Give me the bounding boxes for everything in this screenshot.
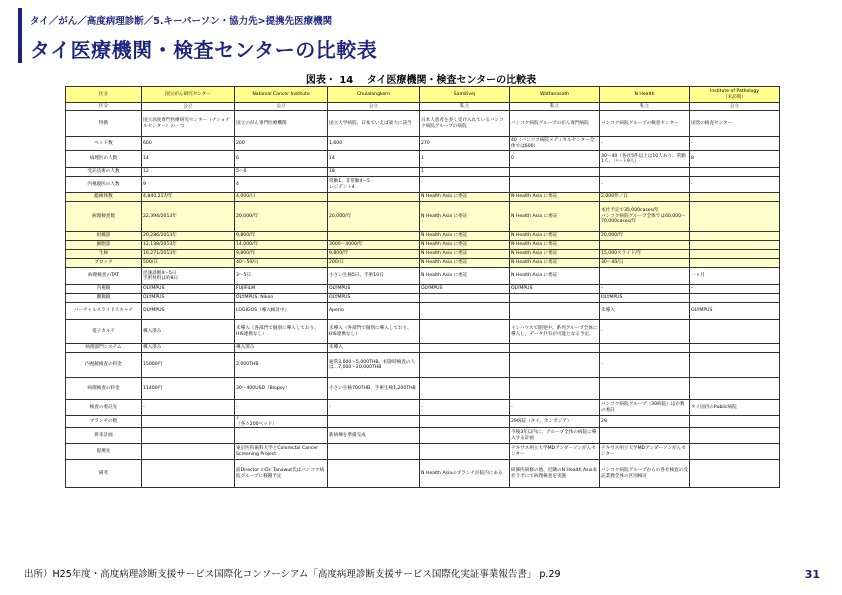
table-cell: 本社予定で35,000cases/年 バンコク病院グループ全体では60,000～70,000cases/年	[600, 202, 690, 232]
row-label-cell: 内視鏡	[66, 285, 142, 294]
table-cell	[420, 444, 510, 460]
table-cell: Aperio	[328, 303, 420, 320]
table-cell	[142, 428, 235, 444]
table-cell	[510, 378, 600, 400]
table-cell	[690, 202, 780, 232]
table-row	[66, 103, 780, 111]
table-row	[66, 344, 780, 353]
table-cell	[420, 303, 510, 320]
table-cell	[690, 259, 780, 268]
table-cell: 500/日	[142, 259, 235, 268]
table-cell: N Health Asia に委託	[510, 241, 600, 250]
row-label-cell: 特徴	[66, 111, 142, 137]
table-row	[66, 400, 780, 416]
table-cell: 7 （各々200ベッド）	[235, 416, 328, 428]
table-cell	[600, 378, 690, 400]
table-cell	[420, 428, 510, 444]
table-cell: -	[510, 400, 600, 416]
table-cell: 0	[510, 151, 600, 168]
table-cell: N Health Asia に委託	[420, 232, 510, 241]
table-cell	[690, 460, 780, 488]
table-cell: 一ヶ月	[690, 268, 780, 285]
table-cell: 前Director のDr. Tanawut氏はバンコク病院グループに移籍予定	[235, 460, 328, 488]
table-cell: -	[600, 137, 690, 151]
table-cell	[690, 168, 780, 177]
table-cell: 私立	[600, 103, 690, 111]
table-cell: 公立	[690, 103, 780, 111]
table-cell: OLYMPUS	[600, 294, 690, 303]
table-cell: -	[600, 177, 690, 193]
table-row	[66, 294, 780, 303]
table-cell: OLYMPUS	[510, 285, 600, 294]
table-cell: 12,138/2013年	[142, 241, 235, 250]
table-cell: 30～40（各社5件以上は10人あり、常勤1人、パート9人）	[600, 151, 690, 168]
table-cell: -	[142, 400, 235, 416]
table-cell: 40（バンコク病院メディカルセンター全体では600）	[510, 137, 600, 151]
table-cell: N Health Asia に委託	[510, 259, 600, 268]
table-header-cell: National Cancer Institute	[235, 87, 328, 103]
table-cell: 1	[420, 168, 510, 177]
table-cell: -	[600, 353, 690, 378]
table-cell	[420, 353, 510, 378]
table-header-cell: Institute of Pathology （未訪問）	[690, 87, 780, 103]
table-cell: OLYMPUS	[690, 303, 780, 320]
table-cell: 18	[328, 168, 420, 177]
table-cell: 20,000/年	[235, 202, 328, 232]
page-title: タイ医療機関・検査センターの比較表	[30, 38, 378, 62]
row-label-cell: 細胞診	[66, 241, 142, 250]
table-header-cell: N Health	[600, 87, 690, 103]
table-cell	[328, 232, 420, 241]
table-row	[66, 428, 780, 444]
table-cell	[420, 320, 510, 344]
table-cell: 通常3,000～5,000THB、初診時検査の人は…7,000～20,000THB	[328, 353, 420, 378]
row-label-cell: ブロック	[66, 259, 142, 268]
table-cell: 4,000/日	[235, 193, 328, 202]
table-cell: N Health Asia に委託	[510, 250, 600, 259]
table-cell: 国立大学病院、日本でいえば東大に該当	[328, 111, 420, 137]
table-row	[66, 259, 780, 268]
table-cell: 20,000/年	[328, 202, 420, 232]
table-cell: 導入済み	[235, 344, 328, 353]
table-cell: -	[690, 285, 780, 294]
table-cell	[510, 294, 600, 303]
table-cell: -	[420, 400, 510, 416]
table-cell	[510, 177, 600, 193]
table-cell	[690, 193, 780, 202]
table-row	[66, 168, 780, 177]
table-cell	[690, 320, 780, 344]
table-cell: テキサス州立大学MDアンダーソンがんセンター	[510, 444, 600, 460]
row-label-cell: 病理医の人数	[66, 151, 142, 168]
table-cell: バンコク病院グループのがん専門病院	[510, 111, 600, 137]
table-cell: 600	[142, 137, 235, 151]
table-cell	[328, 416, 420, 428]
table-header-cell: 国立がん研究センター	[142, 87, 235, 103]
comparison-table	[65, 86, 780, 488]
table-cell: 9,800/年	[235, 250, 328, 259]
table-row	[66, 202, 780, 232]
table-cell: 5～6	[235, 168, 328, 177]
table-cell: 14	[142, 151, 235, 168]
table-row	[66, 285, 780, 294]
table-cell: バンコク病院グループ（30病院）ほか数の委託	[600, 400, 690, 416]
table-cell: 3～5日	[235, 268, 328, 285]
table-cell: 私立	[420, 103, 510, 111]
table-cell: 常勤1、非常勤4～5 レジデント4	[328, 177, 420, 193]
table-cell	[600, 428, 690, 444]
table-cell: -	[600, 320, 690, 344]
table-cell	[690, 353, 780, 378]
table-cell: N Health Asia に委託	[420, 241, 510, 250]
table-row	[66, 241, 780, 250]
table-cell: 2,000件／日	[600, 193, 690, 202]
table-cell: 4	[235, 177, 328, 193]
table-cell: -	[690, 137, 780, 151]
table-cell	[328, 460, 420, 488]
table-cell: 14	[328, 151, 420, 168]
table-header-row	[66, 87, 780, 103]
table-cell: N Health Asia に委託	[420, 202, 510, 232]
table-cell	[600, 241, 690, 250]
table-cell: 公立	[328, 103, 420, 111]
table-row	[66, 416, 780, 428]
table-cell: 11400円	[142, 378, 235, 400]
table-cell: N Health Asia に委託	[420, 268, 510, 285]
table-cell: 公立	[142, 103, 235, 111]
table-cell	[510, 344, 600, 353]
table-row	[66, 137, 780, 151]
table-cell: 3000～4000/年	[328, 241, 420, 250]
table-cell	[142, 444, 235, 460]
table-cell: 20,286/2013年	[142, 232, 235, 241]
row-label-cell: 病理部門システム	[66, 344, 142, 353]
row-label-cell: 総検体数	[66, 193, 142, 202]
table-header-cell: Samitivej	[420, 87, 510, 103]
table-cell	[510, 353, 600, 378]
table-cell: N Health Asia に委託	[420, 259, 510, 268]
table-cell	[420, 344, 510, 353]
table-cell	[690, 378, 780, 400]
table-cell: 国立のがん専門医療機関	[235, 111, 328, 137]
table-cell: 29病院（タイ、カンボジア）	[510, 416, 600, 428]
table-body	[66, 103, 780, 488]
table-cell: 8	[690, 151, 780, 168]
table-cell: 小さい生検700THB、手術生検1,200THB	[328, 378, 420, 400]
table-cell: 今後3年以内に、グループ全体の病院に導入する計画	[510, 428, 600, 444]
table-row	[66, 303, 780, 320]
table-cell	[690, 344, 780, 353]
table-cell: 未導入	[328, 344, 420, 353]
table-cell: N Health Asia に委託	[510, 202, 600, 232]
table-cell: OLYMPUS	[420, 285, 510, 294]
table-cell: 2,000THB	[235, 353, 328, 378]
table-cell: 200	[235, 137, 328, 151]
table-cell: 1,600	[328, 137, 420, 151]
table-cell	[510, 303, 600, 320]
table-cell: N Health Asia に委託	[420, 193, 510, 202]
source-note: 出所）H25年度・高度病理診断支援サービス国際化コンソーシアム「高度病理診断支援サービス国際化実証事業報告書」 p.29	[24, 569, 561, 580]
table-cell: バンコク病院グループからの各社検査の受託業務全体の区別検討	[600, 460, 690, 488]
table-cell: 迅速診断4～5日 手術材料は約8日	[142, 268, 235, 285]
table-cell: 公立	[235, 103, 328, 111]
table-cell: N Health Asia に委託	[510, 232, 600, 241]
row-label-cell: 将来計画	[66, 428, 142, 444]
table-cell	[690, 294, 780, 303]
table-cell: インハウスで開発中。系列グループ全体に導入し、データ共有が可能となる予定。	[510, 320, 600, 344]
table-cell	[600, 168, 690, 177]
table-cell: 小さい生検5日、手術10日	[328, 268, 420, 285]
table-cell: 9,800/年	[328, 250, 420, 259]
row-label-cell: 病理検査の料金	[66, 378, 142, 400]
table-cell	[328, 193, 420, 202]
table-cell: OLYMPUS	[142, 285, 235, 294]
table-header-cell: Wattanosoth	[510, 87, 600, 103]
table-row	[66, 460, 780, 488]
row-label-cell: 備考	[66, 460, 142, 488]
table-cell	[690, 428, 780, 444]
table-cell: 東京医科歯科大学とColorectal Cancer Screening Project	[235, 444, 328, 460]
table-cell: 40～50/日	[235, 259, 328, 268]
table-cell: OLYMPUS, Nikon	[235, 294, 328, 303]
table-cell	[328, 444, 420, 460]
table-row	[66, 268, 780, 285]
table-row	[66, 444, 780, 460]
table-cell: 14,000/年	[235, 241, 328, 250]
table-cell: 国営の検査センター	[690, 111, 780, 137]
table-row	[66, 177, 780, 193]
table-cell: OLYMPUS	[142, 294, 235, 303]
table-cell: -	[328, 400, 420, 416]
table-cell	[420, 177, 510, 193]
row-label-cell: 電子カルテ	[66, 320, 142, 344]
row-label-cell: 検査の委託先	[66, 400, 142, 416]
table-cell: 30～40/日	[600, 259, 690, 268]
comparison-table-container	[65, 86, 779, 556]
table-cell: N Health Asia に委託	[510, 268, 600, 285]
table-cell: タイ国内のPublic病院	[690, 400, 780, 416]
table-cell: 国立高度専門医療研究センター（ナショナルセンター）の一つ	[142, 111, 235, 137]
table-cell: 未導入（各部門で個別に導入しており、HIS連携なし）	[328, 320, 420, 344]
row-label-cell: ベッド数	[66, 137, 142, 151]
table-cell	[690, 232, 780, 241]
table-row	[66, 378, 780, 400]
table-cell: 未導入（各部門で個別に導入しており、HIS連携なし）	[235, 320, 328, 344]
table-cell: 16,271/2013年	[142, 250, 235, 259]
table-cell	[690, 241, 780, 250]
table-row	[66, 193, 780, 202]
table-cell: 29	[600, 416, 690, 428]
table-cell: テキサス州立大学MDアンダーソンがんセンター	[600, 444, 690, 460]
page-number: 31	[804, 568, 820, 581]
table-cell: 20,000/年	[600, 232, 690, 241]
row-label-cell: 内視鏡医の人数	[66, 177, 142, 193]
table-cell: 200/日	[328, 259, 420, 268]
table-row	[66, 111, 780, 137]
row-label-cell: ブランチの数	[66, 416, 142, 428]
table-cell: バンコク病院グループの検査センター	[600, 111, 690, 137]
table-cell: 導入済み	[142, 320, 235, 344]
table-cell: 未導入	[600, 303, 690, 320]
table-row	[66, 250, 780, 259]
table-cell: 270	[420, 137, 510, 151]
table-cell: LOGIGOS（導入検討中）	[235, 303, 328, 320]
table-row	[66, 320, 780, 344]
table-header-cell: Chulalongkorn	[328, 87, 420, 103]
table-cell: FUJIFILM	[235, 285, 328, 294]
table-cell	[142, 460, 235, 488]
table-cell: 新病棟を準備完成	[328, 428, 420, 444]
row-label-cell: 提携先	[66, 444, 142, 460]
row-label-cell: 顕微鏡	[66, 294, 142, 303]
table-cell	[690, 416, 780, 428]
table-cell	[600, 268, 690, 285]
table-cell: 導入済み	[142, 344, 235, 353]
table-cell: 1	[420, 151, 510, 168]
row-label-cell: 病理検査数	[66, 202, 142, 232]
table-cell	[690, 444, 780, 460]
table-cell	[420, 294, 510, 303]
table-cell: 私立	[510, 103, 600, 111]
table-cell	[420, 416, 510, 428]
title-accent-bar	[18, 8, 22, 63]
table-cell: OLYMPUS	[328, 285, 420, 294]
table-cell: 30～400USD（Biopsy）	[235, 378, 328, 400]
table-cell	[235, 428, 328, 444]
table-cell: 9,800/年	[235, 232, 328, 241]
table-cell	[420, 378, 510, 400]
table-cell: 日本人患者を多く受け入れているバンコク病院グループの病院	[420, 111, 510, 137]
table-cell: -	[235, 400, 328, 416]
table-caption: 図表・ 14 タイ医療機関・検査センターの比較表	[305, 75, 537, 86]
table-row	[66, 232, 780, 241]
breadcrumb: タイ／がん／高度病理診断／5.キーパーソン・協力先>提携先医療機関	[30, 16, 333, 27]
table-cell: 22,394/2013年	[142, 202, 235, 232]
table-cell: 研修医研修の他、近隣のN Health Asia本社ラボにて病理検査を実施	[510, 460, 600, 488]
table-cell: 15000円	[142, 353, 235, 378]
table-cell: 15,000スライド/年	[600, 250, 690, 259]
row-label-cell: 組織診	[66, 232, 142, 241]
table-cell: N Health Asia に委託	[510, 193, 600, 202]
table-cell: 12	[142, 168, 235, 177]
table-row	[66, 151, 780, 168]
table-cell: -	[690, 177, 780, 193]
table-cell	[510, 168, 600, 177]
table-header-cell: 区分	[66, 87, 142, 103]
table-cell: -	[600, 285, 690, 294]
row-label-cell: 病理検査のTAT	[66, 268, 142, 285]
table-cell: N Health Asia に委託	[420, 250, 510, 259]
table-cell: OLYMPUS	[328, 294, 420, 303]
table-cell: 9	[142, 177, 235, 193]
table-cell	[142, 416, 235, 428]
table-cell: 6	[235, 151, 328, 168]
table-cell	[690, 250, 780, 259]
table-cell: OLYMPUS	[142, 303, 235, 320]
table-cell: 4,840,217/年	[142, 193, 235, 202]
row-label-cell: バーチャルスライドスキャナ	[66, 303, 142, 320]
table-cell	[600, 344, 690, 353]
row-label-cell: 生検	[66, 250, 142, 259]
table-cell: N Health Asiaのプランチが院内にある	[420, 460, 510, 488]
row-label-cell: 内視鏡検査の料金	[66, 353, 142, 378]
row-label-cell: 受託技術の人数	[66, 168, 142, 177]
row-label-cell: 区分	[66, 103, 142, 111]
table-row	[66, 353, 780, 378]
